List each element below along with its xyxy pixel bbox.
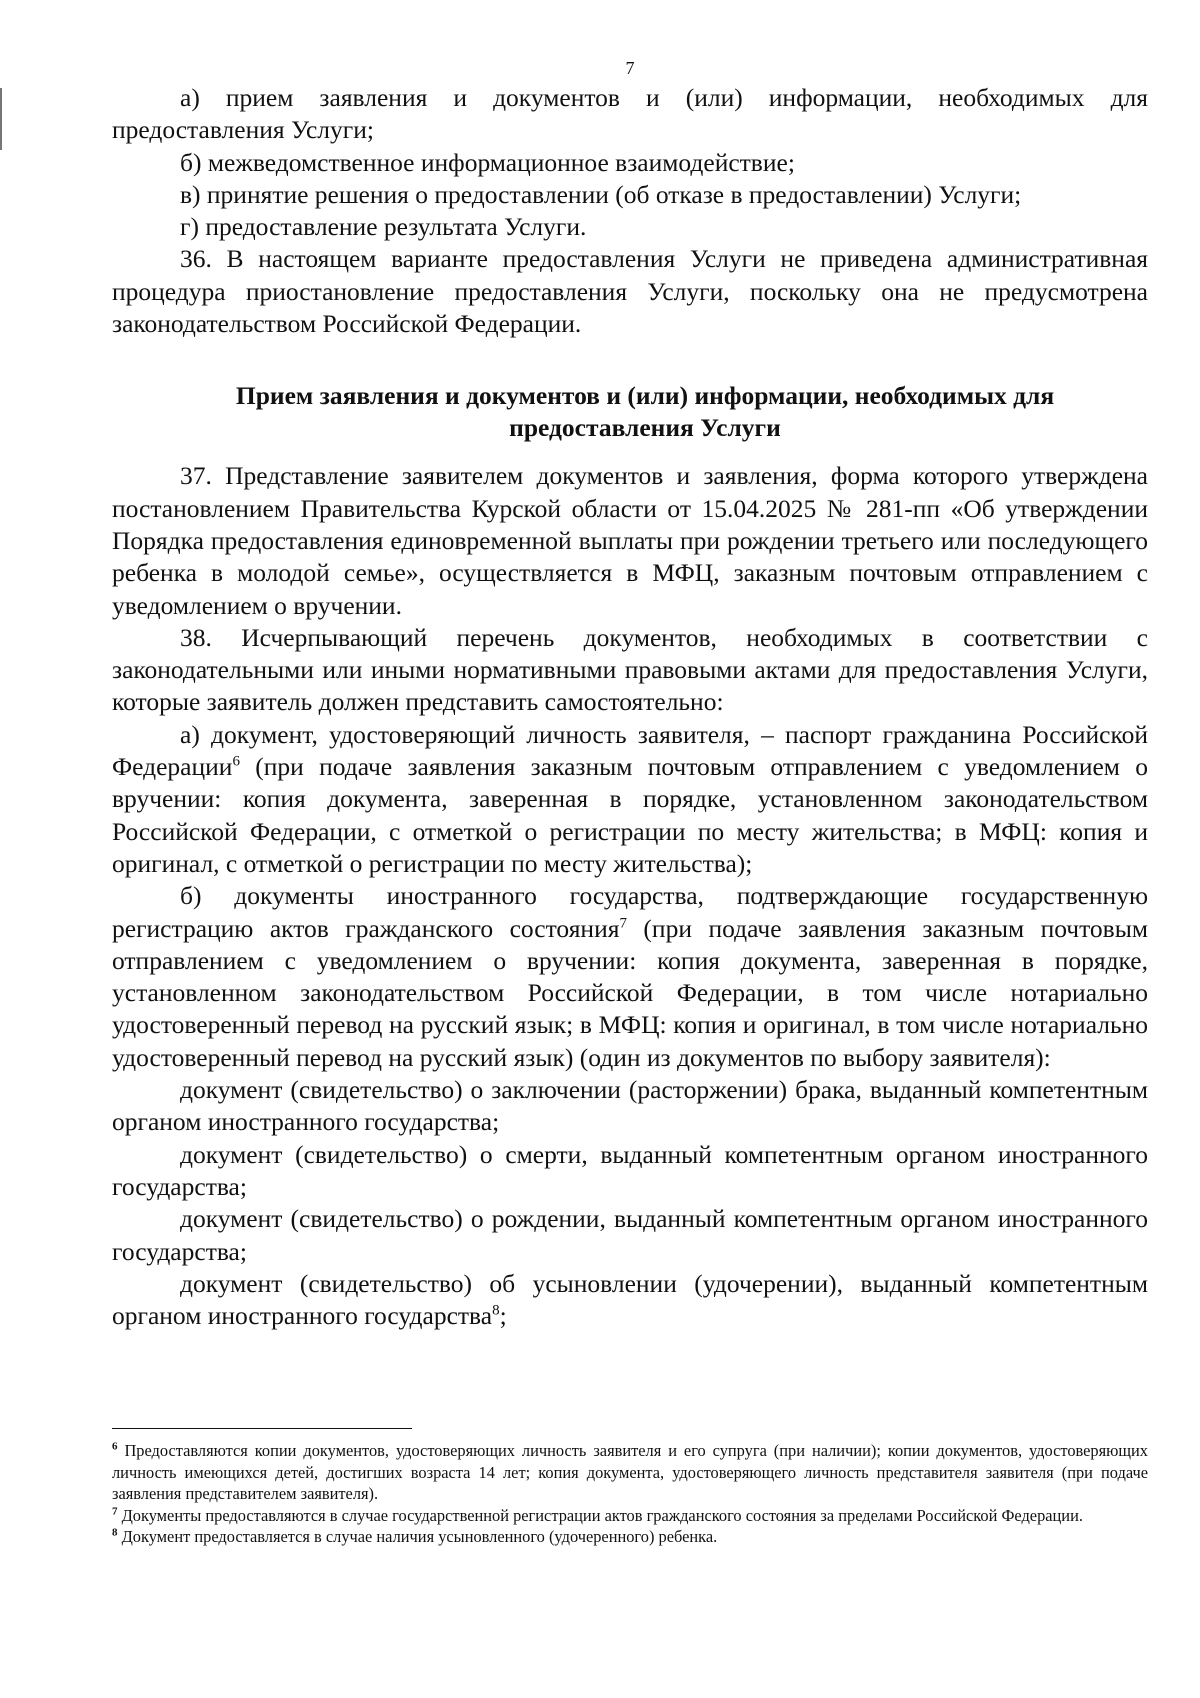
footnote-7-number: 7 [112,1505,118,1518]
document-item-b [112,880,1148,1074]
list-item-c: в) принятие решения о предоставлении (об отказе в предоставлении) Услуги; [180,179,1022,209]
footnote-ref-7: 7 [619,915,627,932]
footnote-ref-6: 6 [232,753,240,770]
document-option-adoption-text: документ (свидетельство) об усыновлении (удочерении), выданный компетентным органом иностранного государства [112,1268,1148,1331]
footnote-8 [112,1526,1148,1548]
footnote-8-number: 8 [112,1526,118,1539]
document-item-a [112,719,1148,880]
list-item-d: г) предоставление результата Услуги. [180,212,587,242]
paragraph-37: 37. Представление заявителем документов и заявления, форма которого утверждена постановлением Правительства Курской области от 15.04.2025 № 281-пп «Об утверждении Порядка предоставления единовременной выплаты при рождении третьего или последующего ребенка в молодой семье», осуществляется в МФЦ, заказным почтовым отправлением с уведомлением о вручении. [112,461,1148,620]
footnote-7-text: Документы предоставляются в случае государственной регистрации актов гражданского состояния за пределами Российской Федерации. [117,1505,1083,1525]
footnote-6 [112,1440,1148,1505]
document-option-death: документ (свидетельство) о смерти, выданный компетентным органом иностранного государства; [112,1139,1148,1201]
document-option-adoption [112,1268,1148,1333]
footnote-7 [112,1505,1148,1527]
scan-margin-mark [0,88,2,150]
footnote-separator [112,1428,412,1429]
document-option-marriage: документ (свидетельство) о заключении (расторжении) брака, выданный компетентным органом иностранного государства; [112,1075,1148,1137]
document-item-b-text: б) документы иностранного государства, подтверждающие государственную регистрацию актов гражданского состояния [112,881,1148,943]
footnote-8-text: Документ предоставляется в случае наличия усыновленного (удочеренного) ребенка. [117,1527,718,1546]
paragraph-38: 38. Исчерпывающий перечень документов, необходимых в соответствии с законодательными или иными нормативными правовыми актами для предоставления Услуги, которые заявитель должен представить самостоятельно: [112,622,1148,717]
footnote-ref-8: 8 [492,1302,500,1319]
list-item-b: б) межведомственное информационное взаимодействие; [180,147,795,177]
document-item-a-text: а) документ, удостоверяющий личность заявителя, – паспорт гражданина Российской Федерации [112,719,1148,782]
footnote-6-number: 6 [112,1440,118,1453]
paragraph-36: 36. В настоящем варианте предоставления Услуги не приведена административная процедура приостановление предоставления Услуги, поскольку она не предусмотрена законодательством Российской Федерации. [112,244,1148,339]
section-heading: Прием заявления и документов и (или) информации, необходимых для предоставления Услуги [235,381,1055,443]
document-body [112,82,1148,1332]
document-option-adoption-end: ; [499,1301,507,1331]
page-number: 7 [625,58,635,78]
document-option-birth: документ (свидетельство) о рождении, выданный компетентным органом иностранного государства; [112,1204,1148,1266]
footnote-6-text: Предоставляются копии документов, удостоверяющих личность заявителя и его супруга (при наличии); копии документов, удостоверяющих личность имеющихся детей, достигших возраста 14 лет; копия документа, удостоверяющего личность представителя заявителя (при подаче заявления представителем заявителя). [112,1441,1148,1503]
document-item-b-rest: (при подаче заявления заказным почтовым отправлением с уведомлением о вручении: копия документа, заверенная в порядке, установленном законодательством Российской Федерации, в том числе нотариально удостоверенный перевод на русский язык; в МФЦ: копия и оригинал, в том числе нотариально удостоверенный перевод на русский язык) (один из документов по выбору заявителя): [112,913,1148,1072]
list-item-a: а) прием заявления и документов и (или) информации, необходимых для предоставления Услуги; [112,83,1148,145]
document-item-a-rest: (при подаче заявления заказным почтовым отправлением с уведомлением о вручении: копия документа, заверенная в порядке, установленном законодательством Российской Федерации, с отметкой о регистрации по месту жительства; в МФЦ: копия и оригинал, с отметкой о регистрации по месту жительства); [112,752,1148,878]
footnotes [112,1440,1148,1548]
